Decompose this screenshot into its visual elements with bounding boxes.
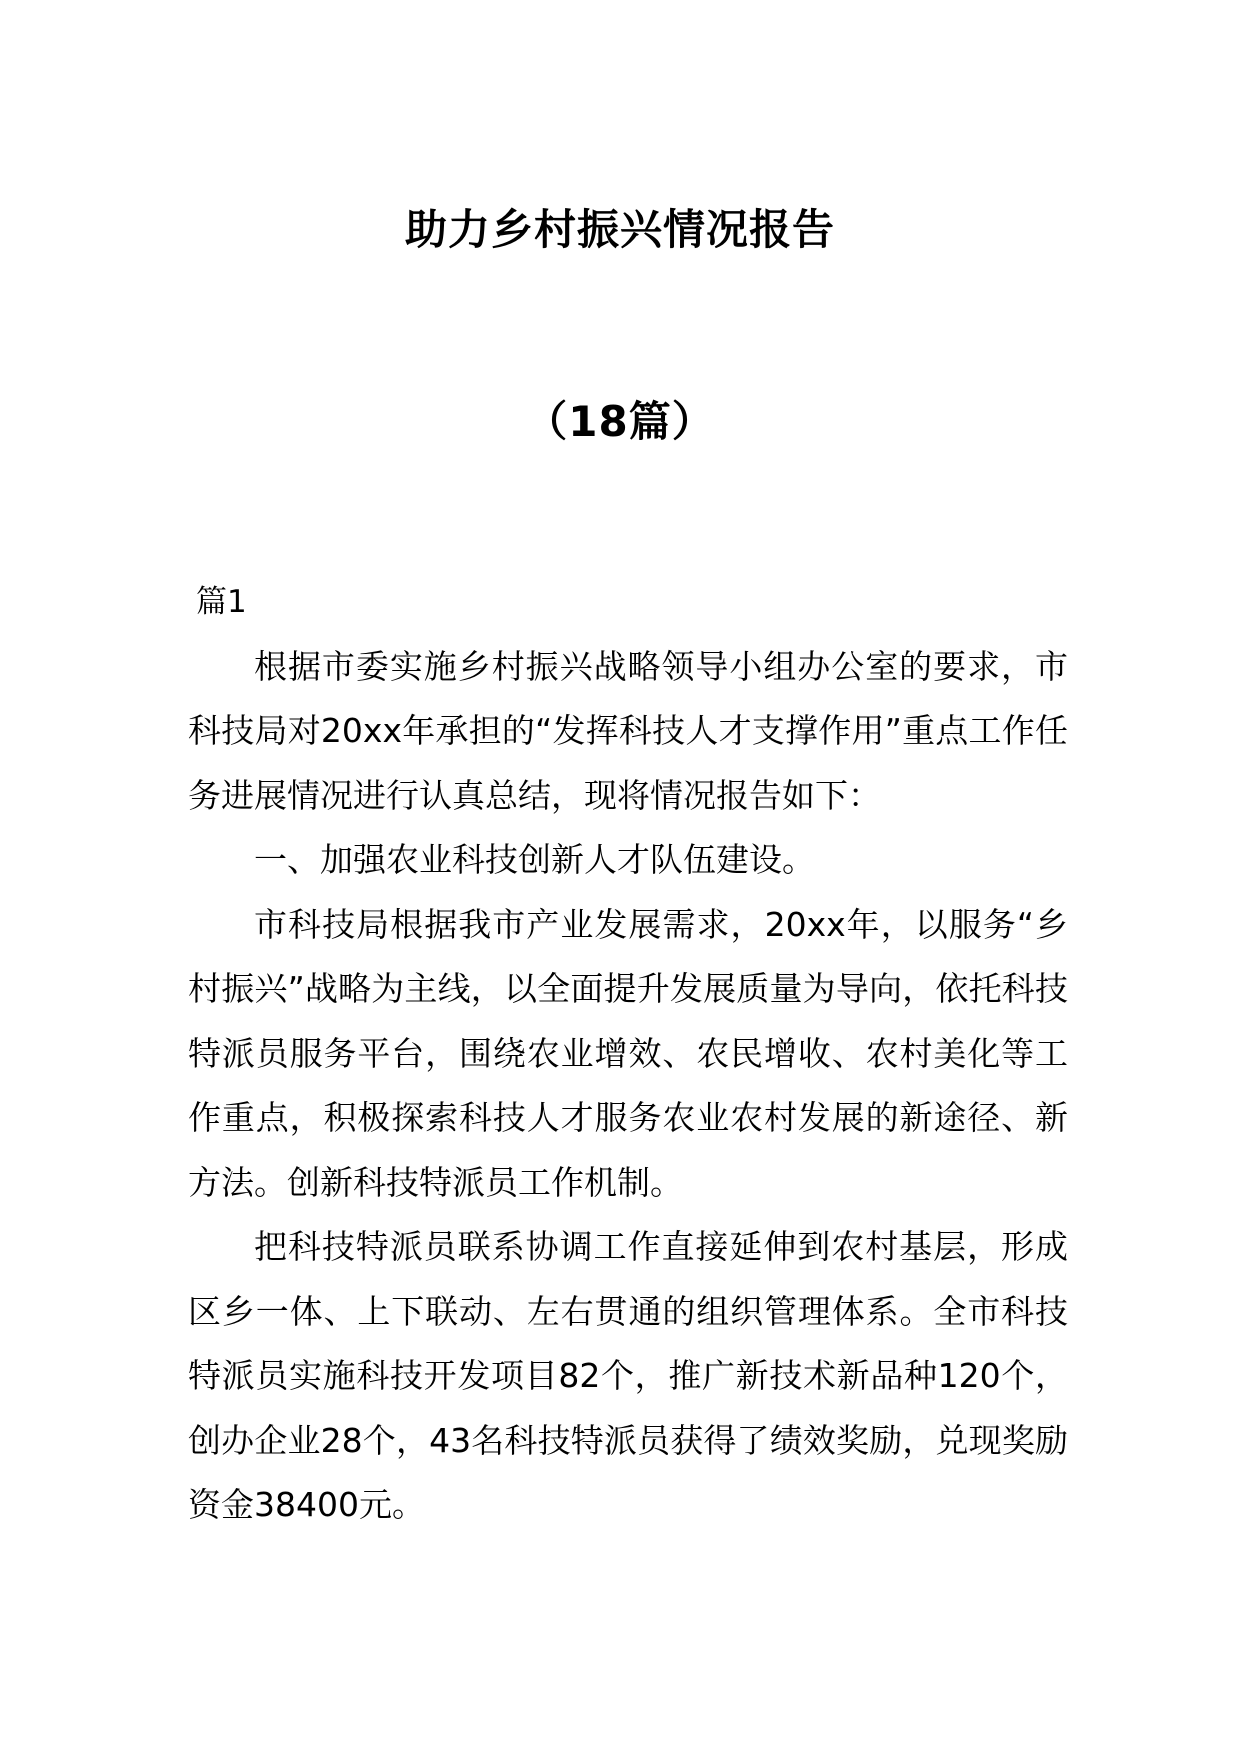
paragraph-body-1: 市科技局根据我市产业发展需求，20xx年，以服务“乡村振兴”战略为主线，以全面提升发展质量为导向，依托科技特派员服务平台，围绕农业增效、农民增收、农村美化等工作重点，积极探索科技人才服务农业农村发展的新途径、新方法。创新科技特派员工作机制。	[188, 904, 1068, 1202]
paragraph-body-2: 把科技特派员联系协调工作直接延伸到农村基层，形成区乡一体、上下联动、左右贯通的组织管理体系。全市科技特派员实施科技开发项目82个，推广新技术新品种120个，创办企业28个，43名科技特派员获得了绩效奖励，兑现奖励资金38400元。	[188, 1227, 1068, 1524]
document-body	[188, 570, 1068, 1538]
document-subtitle: （18篇）	[525, 397, 715, 446]
paragraph-heading-1: 一、加强农业科技创新人才队伍建设。	[254, 840, 815, 879]
document-title: 助力乡村振兴情况报告	[404, 205, 835, 254]
paragraph-intro: 根据市委实施乡村振兴战略领导小组办公室的要求，市科技局对20xx年承担的“发挥科技人才支撑作用”重点工作任务进展情况进行认真总结，现将情况报告如下：	[188, 646, 1068, 815]
section-label: 篇1	[196, 584, 247, 620]
